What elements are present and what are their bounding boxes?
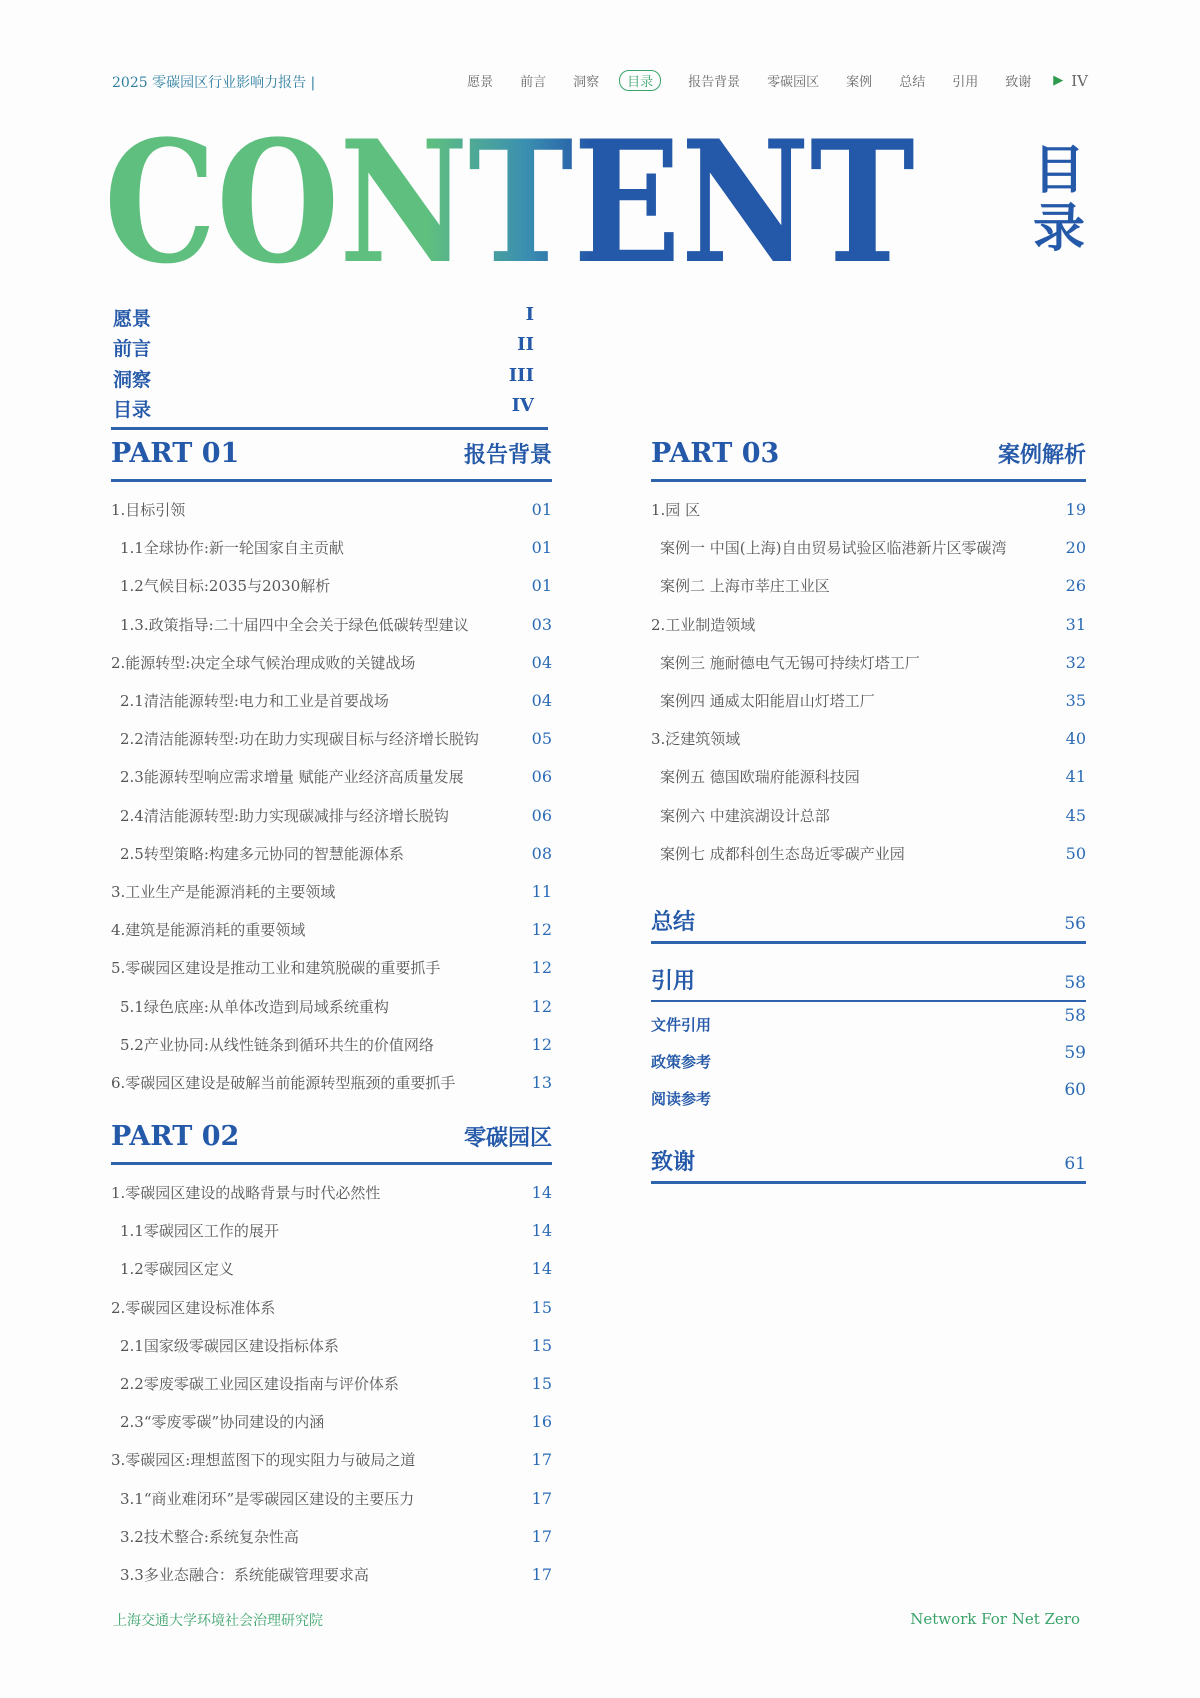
- toc-entry-title: 案例六 中建滨湖设计总部: [660, 806, 830, 825]
- toc-entry[interactable]: [111, 873, 552, 911]
- citations-label[interactable]: 引用: [651, 967, 696, 994]
- summary-header[interactable]: [651, 905, 1086, 941]
- part-01-header: [111, 438, 552, 479]
- citation-row[interactable]: [651, 1006, 1086, 1043]
- toc-entry[interactable]: [651, 682, 1086, 720]
- toc-entry[interactable]: [651, 720, 1086, 758]
- nav-item[interactable]: 总结: [899, 75, 926, 90]
- intro-label: 目录: [113, 398, 152, 421]
- toc-entry-page: 01: [531, 576, 552, 596]
- toc-entry[interactable]: [111, 911, 552, 949]
- toc-entry-page: 08: [531, 843, 552, 863]
- toc-entry[interactable]: [111, 797, 552, 835]
- summary-label[interactable]: 总结: [651, 908, 696, 935]
- divider: [651, 1181, 1086, 1184]
- toc-entry-page: 31: [1065, 614, 1086, 634]
- citations-list: [651, 1006, 1086, 1117]
- toc-entry-page: 26: [1065, 576, 1086, 596]
- intro-page: I: [525, 304, 534, 325]
- toc-entry-page: 13: [531, 1072, 552, 1092]
- toc-entry-page: 32: [1065, 652, 1086, 672]
- toc-entry[interactable]: [111, 1480, 552, 1518]
- toc-entry-page: 04: [531, 691, 552, 711]
- toc-entry-page: 17: [531, 1488, 552, 1508]
- toc-entry[interactable]: [111, 1365, 552, 1403]
- toc-entry[interactable]: [111, 1174, 552, 1212]
- part-01-title: 报告背景: [463, 442, 552, 468]
- toc-entry-title: 1.2气候目标:2035与2030解析: [120, 577, 331, 596]
- nav-item[interactable]: 案例: [846, 75, 873, 90]
- toc-entry-title: 1.2零碳园区定义: [120, 1260, 234, 1279]
- toc-entry-title: 案例七 成都科创生态岛近零碳产业园: [660, 844, 905, 863]
- toc-entry-page: 12: [531, 996, 552, 1016]
- toc-entry-page: 04: [531, 652, 552, 672]
- nav-item[interactable]: 愿景: [467, 75, 494, 90]
- toc-entry-title: 1.园 区: [651, 501, 701, 520]
- citation-page: 60: [1064, 1079, 1086, 1100]
- toc-entry-page: 14: [531, 1183, 552, 1203]
- divider: [651, 1000, 1086, 1002]
- toc-entry-page: 45: [1065, 805, 1086, 825]
- toc-entry-title: 2.零碳园区建设标准体系: [111, 1298, 276, 1317]
- toc-entry[interactable]: [651, 491, 1086, 529]
- toc-entry-title: 1.零碳园区建设的战略背景与时代必然性: [111, 1184, 381, 1203]
- toc-entry-title: 案例三 施耐德电气无锡可持续灯塔工厂: [660, 653, 920, 672]
- toc-entry[interactable]: [651, 835, 1086, 873]
- toc-entry[interactable]: [111, 949, 552, 987]
- nav-item[interactable]: 目录: [619, 70, 661, 91]
- toc-entry[interactable]: [651, 567, 1086, 605]
- toc-entry-title: 案例二 上海市莘庄工业区: [660, 577, 830, 596]
- right-column: [651, 438, 1086, 1184]
- toc-entry[interactable]: [111, 644, 552, 682]
- part-02-label: PART 02: [111, 1121, 240, 1152]
- part-01-list: [111, 491, 552, 1102]
- toc-entry-title: 2.5转型策略:构建多元协同的智慧能源体系: [120, 844, 404, 863]
- part-03-header: [651, 438, 1086, 479]
- divider: [651, 479, 1086, 482]
- toc-entry-title: 5.1绿色底座:从单体改造到局域系统重构: [120, 997, 389, 1016]
- toc-entry-title: 3.零碳园区:理想蓝图下的现实阻力与破局之道: [111, 1451, 416, 1470]
- content-heading: CONTENT: [104, 103, 915, 301]
- toc-entry[interactable]: [111, 758, 552, 796]
- toc-entry[interactable]: [651, 644, 1086, 682]
- part-03-label: PART 03: [651, 438, 780, 469]
- part-02-header: [111, 1121, 552, 1162]
- toc-entry[interactable]: [651, 529, 1086, 567]
- citation-item[interactable]: 文件引用: [651, 1015, 712, 1034]
- toc-entry-page: 19: [1065, 500, 1086, 520]
- toc-entry-page: 12: [531, 958, 552, 978]
- toc-entry[interactable]: [111, 1327, 552, 1365]
- toc-entry-page: 35: [1065, 691, 1086, 711]
- toc-entry[interactable]: [111, 1518, 552, 1556]
- part-03-list: [651, 491, 1086, 873]
- toc-entry-title: 1.目标引领: [111, 501, 186, 520]
- toc-entry[interactable]: [651, 797, 1086, 835]
- part-02-title: 零碳园区: [463, 1125, 552, 1151]
- intro-label: 前言: [113, 338, 152, 361]
- toc-entry-page: 16: [531, 1412, 552, 1432]
- toc-entry-page: 50: [1065, 843, 1086, 863]
- citation-row[interactable]: [651, 1043, 1086, 1080]
- intro-label: 愿景: [113, 308, 152, 330]
- toc-entry-page: 11: [531, 881, 552, 901]
- toc-entry-page: 05: [531, 729, 552, 749]
- toc-entry-title: 2.能源转型:决定全球气候治理成败的关键战场: [111, 653, 416, 672]
- toc-entry-title: 6.零碳园区建设是破解当前能源转型瓶颈的重要抓手: [111, 1073, 456, 1092]
- intro-item[interactable]: [113, 304, 548, 331]
- citation-item[interactable]: 阅读参考: [651, 1089, 712, 1108]
- nav-item[interactable]: 致谢: [1005, 75, 1032, 90]
- toc-entry-title: 2.工业制造领域: [651, 615, 756, 634]
- toc-entry-title: 4.建筑是能源消耗的重要领域: [111, 921, 306, 940]
- left-column: [111, 438, 552, 1594]
- toc-entry-title: 3.工业生产是能源消耗的主要领域: [111, 882, 336, 901]
- toc-entry[interactable]: [651, 758, 1086, 796]
- toc-entry[interactable]: [111, 1441, 552, 1479]
- toc-entry[interactable]: [111, 567, 552, 605]
- toc-entry[interactable]: [111, 1212, 552, 1250]
- nav-item[interactable]: 前言: [520, 75, 547, 90]
- toc-entry-title: 3.2技术整合:系统复杂性高: [120, 1527, 299, 1546]
- toc-entry-title: 案例一 中国(上海)自由贸易试验区临港新片区零碳湾: [660, 539, 1007, 558]
- play-icon[interactable]: ▶: [1053, 73, 1064, 88]
- part-01-label: PART 01: [111, 438, 240, 469]
- nav-item[interactable]: 零碳园区: [767, 75, 820, 90]
- part-02-list: [111, 1174, 552, 1594]
- toc-entry-title: 2.3“零废零碳”协同建设的内涵: [120, 1413, 325, 1432]
- toc-entry-title: 2.1清洁能源转型:电力和工业是首要战场: [120, 692, 389, 711]
- intro-page: III: [508, 364, 534, 386]
- divider: [111, 479, 552, 482]
- toc-entry-page: 14: [531, 1221, 552, 1241]
- toc-entry-title: 1.1全球协作:新一轮国家自主贡献: [120, 539, 344, 558]
- toc-entry-title: 3.泛建筑领域: [651, 730, 741, 749]
- toc-entry-title: 2.2清洁能源转型:功在助力实现碳目标与经济增长脱钩: [120, 730, 479, 749]
- toc-entry[interactable]: [111, 720, 552, 758]
- citation-page: 59: [1064, 1042, 1086, 1063]
- toc-entry-title: 5.2产业协同:从线性链条到循环共生的价值网络: [120, 1035, 434, 1054]
- toc-entry-title: 1.1零碳园区工作的展开: [120, 1222, 279, 1241]
- toc-entry[interactable]: [111, 1064, 552, 1102]
- citation-row[interactable]: [651, 1080, 1086, 1117]
- toc-entry-title: 2.4清洁能源转型:助力实现碳减排与经济增长脱钩: [120, 806, 449, 825]
- divider: [651, 941, 1086, 944]
- toc-entry-page: 15: [531, 1374, 552, 1394]
- summary-page: 56: [1064, 913, 1086, 934]
- toc-entry-page: 15: [531, 1335, 552, 1355]
- toc-entry[interactable]: [111, 987, 552, 1025]
- toc-entry-page: 15: [531, 1297, 552, 1317]
- part-03-title: 案例解析: [997, 442, 1086, 468]
- intro-item[interactable]: [113, 395, 548, 422]
- footer-institute: 上海交通大学环境社会治理研究院: [113, 1613, 323, 1629]
- thanks-label[interactable]: 致谢: [651, 1148, 696, 1175]
- thanks-header[interactable]: [651, 1145, 1086, 1181]
- toc-entry-page: 40: [1065, 729, 1086, 749]
- divider: [111, 1162, 552, 1165]
- citations-header[interactable]: [651, 964, 1086, 1000]
- toc-entry-page: 01: [531, 500, 552, 520]
- top-nav: [440, 70, 1088, 91]
- citations-page: 58: [1064, 972, 1086, 993]
- toc-entry[interactable]: [111, 835, 552, 873]
- nav-item[interactable]: 引用: [952, 75, 979, 90]
- toc-entry[interactable]: [111, 529, 552, 567]
- intro-page: II: [517, 334, 534, 356]
- toc-entry-page: 06: [531, 767, 552, 787]
- toc-entry[interactable]: [111, 682, 552, 720]
- toc-entry-page: 20: [1065, 538, 1086, 558]
- toc-entry-title: 3.1“商业难闭环”是零碳园区建设的主要压力: [120, 1489, 415, 1508]
- toc-entry-page: 17: [531, 1526, 552, 1546]
- toc-entry-page: 17: [531, 1450, 552, 1470]
- toc-entry-page: 01: [531, 538, 552, 558]
- citation-item[interactable]: 政策参考: [651, 1052, 712, 1071]
- content-heading-cn: 目录: [1032, 140, 1085, 259]
- toc-entry[interactable]: [111, 606, 552, 644]
- toc-entry-title: 2.2零废零碳工业园区建设指南与评价体系: [120, 1375, 399, 1394]
- intro-page: IV: [511, 394, 534, 416]
- report-title: 2025 零碳园区行业影响力报告 |: [112, 75, 316, 91]
- toc-entry-title: 1.3.政策指导:二十届四中全会关于绿色低碳转型建议: [120, 615, 469, 634]
- toc-entry-title: 3.3多业态融合：系统能碳管理要求高: [120, 1565, 369, 1584]
- footer-network: Network For Net Zero: [910, 1610, 1080, 1628]
- intro-item[interactable]: [113, 334, 548, 361]
- toc-entry-title: 2.3能源转型响应需求增量 赋能产业经济高质量发展: [120, 768, 464, 787]
- toc-entry-page: 12: [531, 920, 552, 940]
- toc-entry[interactable]: [111, 1026, 552, 1064]
- toc-entry-page: 14: [531, 1259, 552, 1279]
- current-page: IV: [1071, 71, 1088, 90]
- intro-item[interactable]: [113, 365, 548, 392]
- citation-page: 58: [1064, 1005, 1086, 1026]
- toc-entry[interactable]: [111, 1250, 552, 1288]
- toc-entry-title: 2.1国家级零碳园区建设指标体系: [120, 1336, 339, 1355]
- toc-entry[interactable]: [111, 1556, 552, 1594]
- nav-item[interactable]: 洞察: [573, 75, 600, 90]
- toc-entry-page: 17: [531, 1564, 552, 1584]
- intro-label: 洞察: [113, 368, 152, 391]
- toc-entry-page: 06: [531, 805, 552, 825]
- thanks-page: 61: [1064, 1153, 1086, 1174]
- toc-entry[interactable]: [111, 1403, 552, 1441]
- divider: [111, 427, 548, 430]
- toc-entry-title: 案例五 德国欧瑞府能源科技园: [660, 768, 860, 787]
- toc-entry-page: 12: [531, 1034, 552, 1054]
- toc-entry-page: 03: [531, 614, 552, 634]
- toc-entry[interactable]: [111, 1289, 552, 1327]
- toc-entry-title: 5.零碳园区建设是推动工业和建筑脱碳的重要抓手: [111, 959, 441, 978]
- toc-entry[interactable]: [651, 606, 1086, 644]
- toc-entry[interactable]: [111, 491, 552, 529]
- toc-entry-title: 案例四 通威太阳能眉山灯塔工厂: [660, 692, 875, 711]
- nav-item[interactable]: 报告背景: [688, 75, 741, 90]
- toc-entry-page: 41: [1065, 767, 1086, 787]
